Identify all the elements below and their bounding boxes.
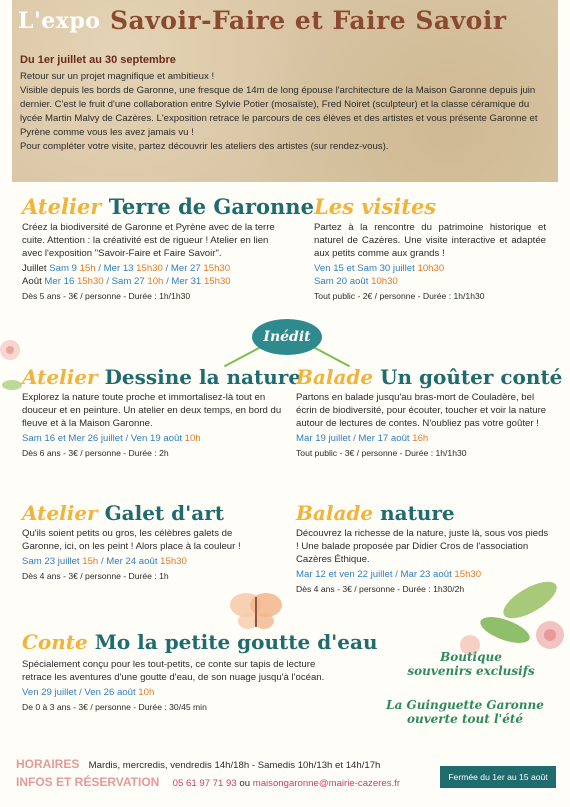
time: 10h [147, 276, 164, 287]
section-description: Découvrez la richesse de la nature, juste là, sous vos pieds ! Une balade proposée par Didier Cros de l'association Cazères Éthique. [296, 528, 549, 565]
guinguette-line: La Guinguette Garonne [386, 698, 544, 712]
section-atelier-galet [22, 503, 262, 582]
flowers-decoration-icon [410, 560, 570, 660]
email-link[interactable]: maisongaronne@mairie-cazeres.fr [252, 778, 401, 789]
time: 15h30 [136, 263, 163, 274]
schedule-line [22, 432, 284, 445]
infos-label: INFOS ET RÉSERVATION [16, 775, 160, 789]
header-kicker: L'expo [18, 8, 101, 34]
section-meta: Dès 4 ans - 3€ / personne - Durée : 1h [22, 571, 169, 581]
header-paragraph: Retour sur un projet magnifique et ambitieux ! [20, 71, 215, 82]
section-title [296, 365, 563, 389]
schedule-line [22, 686, 334, 699]
section-description: Explorez la nature toute proche et immortalisez-là tout en douceur et en peinture. Un atelier en deux temps, en bord du fleuve et à la Maison Garonne. [22, 392, 282, 429]
section-meta: Tout public - 3€ / personne - Durée : 1h/1h30 [296, 448, 467, 458]
time: 15h30 [203, 276, 231, 287]
section-meta: Dès 6 ans - 3€ / personne - Durée : 2h [22, 448, 169, 458]
date: Sam 9 [49, 263, 77, 274]
closed-notice: Fermée du 1er au 15 août [440, 766, 556, 788]
date: Mer 16 [44, 276, 75, 287]
title-keyword: Balade [296, 501, 374, 525]
section-title [22, 630, 378, 654]
title-name: Un goûter conté [380, 365, 563, 389]
title-name: nature [380, 501, 455, 525]
section-atelier-nature [22, 365, 302, 459]
time: 10h30 [417, 263, 445, 274]
time: 15h [79, 263, 96, 274]
schedule-juillet [22, 262, 284, 275]
section-description: Partons en balade jusqu'au bras-mort de Couladère, bel écrin de biodiversité, pour écouter, toucher et voir la nature autour de lectures de contes. N'oubliez pas votre goûter ! [296, 392, 547, 429]
date: / Sam 27 [106, 276, 145, 287]
header-text [20, 70, 552, 154]
section-description: Spécialement conçu pour les tout-petits, ce conte sur tapis de lecture retrace les aventures d'une goutte d'eau, de son nuage jusqu'à l'océan. [22, 659, 325, 683]
title-keyword: Atelier [22, 194, 102, 219]
schedule-line [314, 275, 546, 288]
date: Sam 20 août [314, 276, 369, 287]
section-title [22, 365, 302, 389]
boutique-line: Boutique [440, 650, 502, 664]
schedule-line [22, 555, 262, 568]
date: / Mer 27 [165, 263, 201, 274]
section-title [314, 196, 546, 217]
date: / Ven 19 août [125, 433, 182, 444]
title-name: Galet d'art [104, 501, 224, 525]
date: Sam 23 juillet [22, 556, 80, 567]
title-keyword: Les visites [314, 194, 437, 219]
section-visites [314, 196, 546, 302]
time: 15h30 [454, 569, 482, 580]
footer-horaires [16, 757, 380, 771]
title-name: Terre de Garonne [108, 194, 314, 219]
section-title [22, 194, 314, 219]
time: 10h [138, 687, 155, 698]
section-meta: Dès 4 ans - 3€ / personne - Durée : 1h30/2h [296, 584, 465, 594]
title-keyword: Atelier [22, 501, 98, 525]
date: / Mar 23 août [395, 569, 452, 580]
date: / Mer 24 août [100, 556, 158, 567]
header-paragraph: Pour compléter votre visite, partez découvrir les ateliers des artistes (sur rendez-vous). [20, 141, 389, 152]
section-meta: Tout public - 2€ / personne - Durée : 1h/1h30 [314, 291, 485, 301]
boutique-banner [396, 650, 546, 678]
horaires-label: HORAIRES [16, 757, 80, 771]
title-keyword: Atelier [22, 365, 98, 389]
guinguette-line: ouverte tout l'été [406, 712, 524, 726]
month-label: Juillet [22, 263, 47, 274]
section-description: Partez à la rencontre du patrimoine historique et naturel de Cazères. Une visite interactive et adaptée aux petits comme aux grands ! [314, 222, 546, 259]
header-dates: Du 1er juillet au 30 septembre [20, 54, 176, 66]
horaires-text: Mardis, mercredis, vendredis 14h/18h - Samedis 10h/13h et 14h/17h [88, 760, 381, 771]
header-panel [12, 0, 558, 182]
date: Mar 19 juillet [296, 433, 351, 444]
time: 16h [412, 433, 429, 444]
phone-link[interactable]: 05 61 97 71 93 [172, 778, 237, 789]
section-atelier-terre [22, 194, 314, 302]
footer-infos [16, 775, 400, 789]
date: Ven 29 juillet [22, 687, 77, 698]
section-conte [22, 630, 378, 713]
section-meta: Dès 5 ans - 3€ / personne - Durée : 1h/1h30 [22, 291, 191, 301]
time: 10h30 [371, 276, 398, 287]
time: 15h30 [203, 263, 231, 274]
time: 15h [82, 556, 99, 567]
section-meta: De 0 à 3 ans - 3€ / personne - Durée : 30/45 min [22, 702, 207, 712]
guinguette-banner [370, 698, 560, 726]
schedule-line [296, 432, 552, 445]
boutique-line: souvenirs exclusifs [407, 664, 535, 678]
schedule-line [314, 262, 546, 275]
header-title: Savoir-Faire et Faire Savoir [110, 6, 507, 35]
inedit-badge: Inédit [252, 319, 322, 355]
section-title [22, 503, 262, 523]
flower-decoration-icon [0, 330, 30, 410]
month-label: Août [22, 276, 42, 287]
date: / Mer 17 août [353, 433, 410, 444]
date: / Mer 13 [98, 263, 134, 274]
section-title [296, 503, 552, 523]
section-description: Qu'ils soient petits ou gros, les célèbres galets de Garonne, ici, on les peint ! Alors place à la couleur ! [22, 528, 241, 552]
schedule-aout [22, 275, 284, 288]
time: 10h [184, 433, 201, 444]
section-description: Créez la biodiversité de Garonne et Pyrène avec de la terre cuite. Attention : la créativité est de rigueur ! Atelier en lien avec l'exposition "Savoir-Faire et Faire Savoir". [22, 222, 275, 259]
title-name: Mo la petite goutte d'eau [94, 630, 378, 654]
header-paragraph: Visible depuis les bords de Garonne, une fresque de 14m de long épouse l'architecture de la Maison Garonne depuis juin dernier. C'est le fruit d'une collaboration entre Sylvie Potier (mosaïste), Fred Noiret (sculpteur) et la classe céramique du lycée Martin Malvy de Cazères. L'exposition retrace le parcours de ces élèves et des artistes et vous présente Garonne et Pyrène comme vous les avez jamais vu ! [20, 85, 538, 138]
date: Sam 16 et Mer 26 juillet [22, 433, 123, 444]
date: / Ven 26 août [79, 687, 136, 698]
date: / Mer 31 [166, 276, 202, 287]
date: Mar 12 et ven 22 juillet [296, 569, 393, 580]
title-keyword: Conte [22, 630, 88, 654]
date: Ven 15 et Sam 30 juillet [314, 263, 415, 274]
or-text: ou [239, 778, 251, 789]
time: 15h30 [76, 276, 104, 287]
title-keyword: Balade [296, 365, 374, 389]
title-name: Dessine la nature [104, 365, 302, 389]
section-balade-conte [296, 365, 563, 459]
time: 15h30 [160, 556, 187, 567]
